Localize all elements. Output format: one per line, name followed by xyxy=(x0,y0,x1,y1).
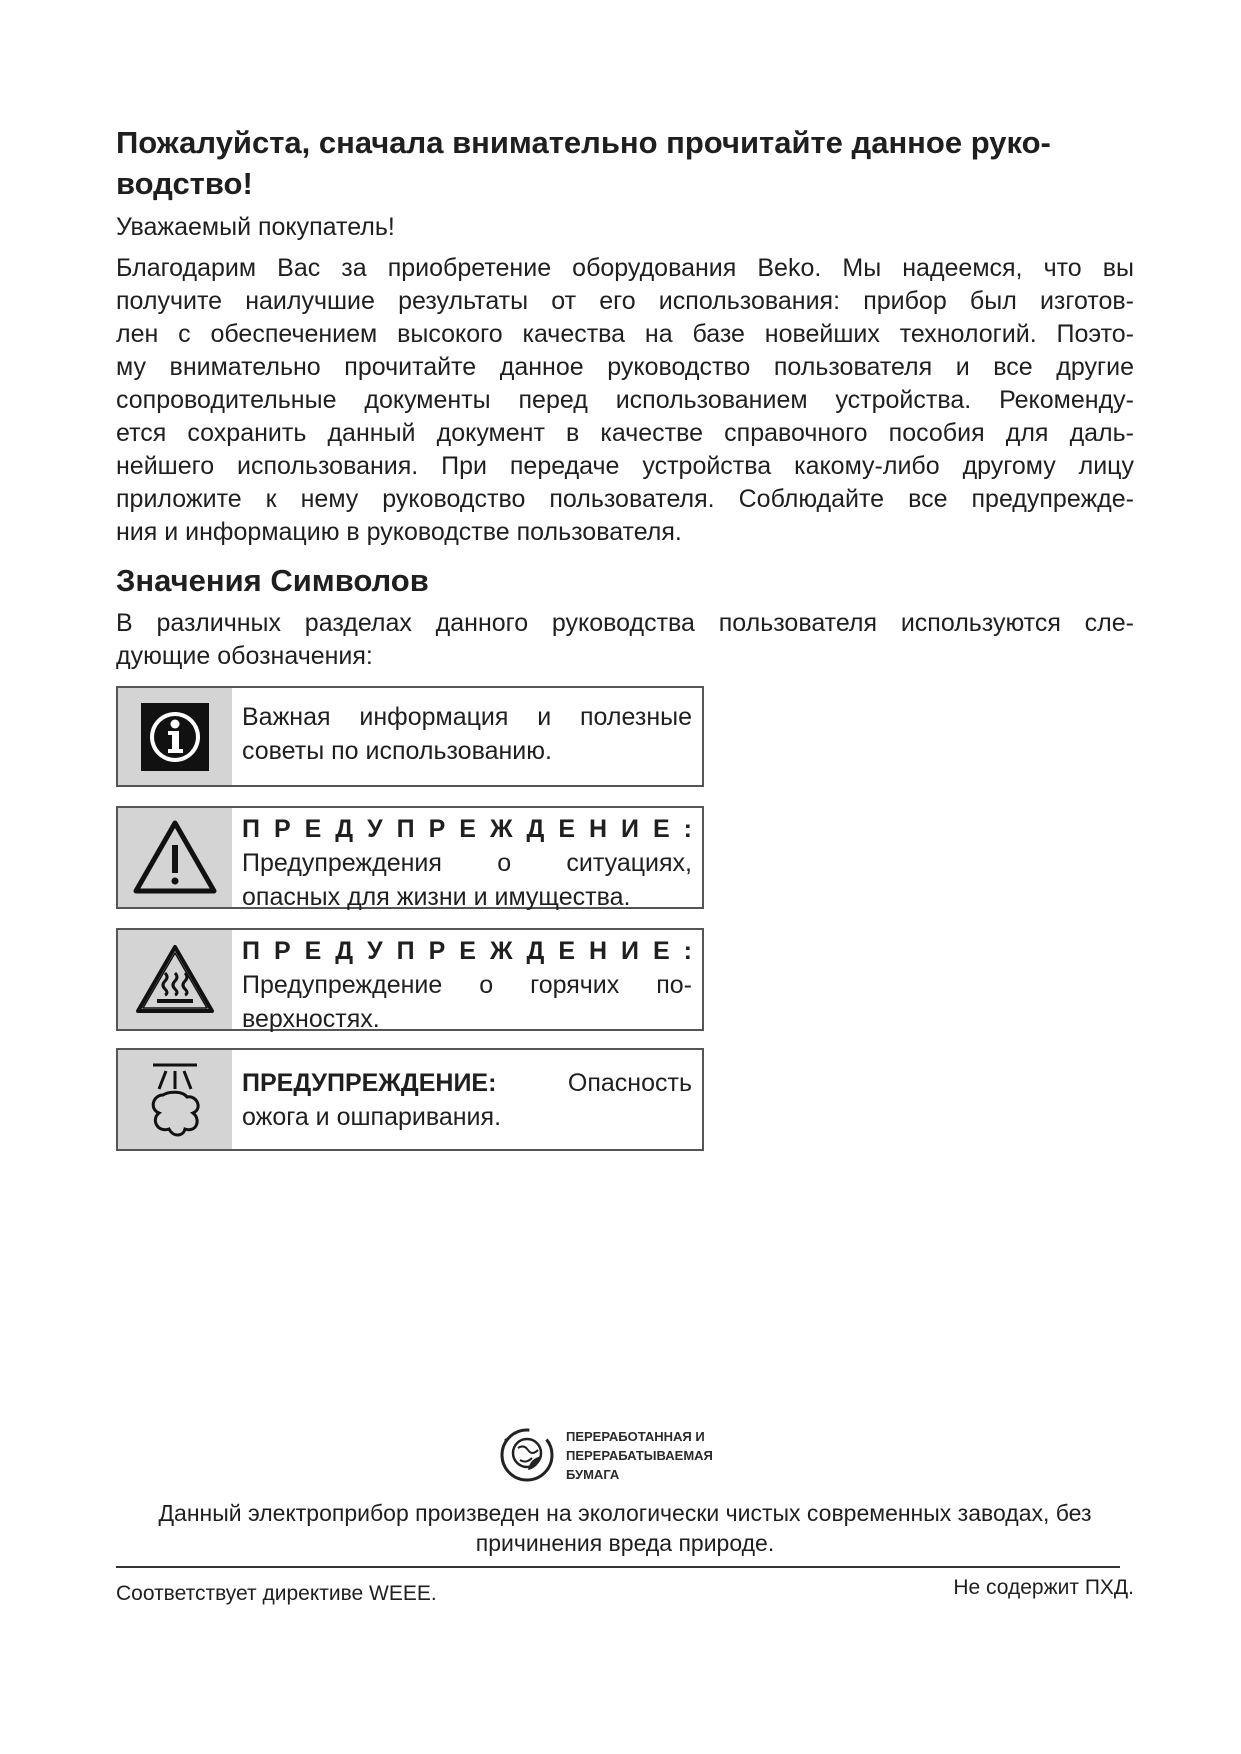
symbol-icon-panel xyxy=(118,808,232,907)
pvc-free-note: Не содержит ПХД. xyxy=(953,1576,1134,1599)
symbol-text-line: верхностях. xyxy=(242,1005,380,1033)
intro-line: ния и информацию в руководстве пользователя. xyxy=(116,518,682,546)
hot-surface-icon xyxy=(135,943,215,1017)
intro-line: приложите к нему руководство пользователя. Соблюдайте все предупрежде- xyxy=(116,485,1134,513)
intro-paragraph xyxy=(116,252,1134,549)
intro-line: Благодарим Вас за приобретение оборудования Beko. Мы надеемся, что вы xyxy=(116,254,1134,282)
symbol-text xyxy=(232,930,702,1033)
symbols-intro-line: В различных разделах данного руководства пользователя используются сле- xyxy=(116,609,1134,637)
symbols-intro xyxy=(116,607,1134,673)
eco-label-line: БУМАГА xyxy=(566,1466,620,1482)
intro-line: получите наилучшие результаты от его использования: прибор был изготов- xyxy=(116,287,1134,315)
warning-suffix: Опасность xyxy=(496,1069,692,1097)
symbol-box-steam xyxy=(116,1048,704,1151)
footer-divider xyxy=(116,1566,1120,1568)
symbols-intro-line: дующие обозначения: xyxy=(116,642,373,670)
symbol-text-line: советы по использованию. xyxy=(242,737,552,765)
eco-label-text xyxy=(566,1427,713,1484)
eco-note-line: Данный электроприбор произведен на экологически чистых современных заводах, без xyxy=(158,1500,1092,1526)
title-line: Пожалуйста, сначала внимательно прочитайте данное руко- xyxy=(116,125,1051,160)
intro-line: сопроводительные документы перед использованием устройства. Рекоменду- xyxy=(116,386,1134,414)
warning-heading: П Р Е Д У П Р Е Ж Д Е Н И Е : xyxy=(242,937,692,965)
symbol-text xyxy=(232,1050,702,1149)
warning-triangle-icon xyxy=(132,819,218,897)
symbol-box-warning xyxy=(116,806,704,909)
warning-heading: ПРЕДУПРЕЖДЕНИЕ: xyxy=(242,1069,497,1097)
eco-note-line: причинения вреда природе. xyxy=(475,1530,775,1556)
intro-line: ется сохранить данный документ в качестве справочного пособия для даль- xyxy=(116,419,1134,447)
steam-burn-icon xyxy=(139,1059,211,1141)
symbols-heading: Значения Символов xyxy=(116,563,429,598)
title-line: водство! xyxy=(116,166,253,201)
symbol-icon-panel xyxy=(118,1050,232,1149)
symbol-text-line: Важная информация и полезные xyxy=(242,703,692,731)
symbol-text-line: Предупреждения о ситуациях, xyxy=(242,849,692,877)
symbol-icon-panel xyxy=(118,688,232,785)
recycled-paper-icon xyxy=(498,1426,556,1484)
eco-label-line: ПЕРЕРАБОТАННАЯ И xyxy=(566,1428,705,1444)
eco-label-line: ПЕРЕРАБАТЫВАЕМАЯ xyxy=(566,1447,713,1463)
symbol-text-line: Предупреждение о горячих по- xyxy=(242,971,692,999)
symbol-box-info xyxy=(116,686,704,787)
symbol-text-line xyxy=(242,1066,692,1100)
info-icon xyxy=(139,701,211,773)
symbol-box-hot-surface xyxy=(116,928,704,1031)
eco-note xyxy=(116,1498,1134,1558)
symbol-text-line: опасных для жизни и имущества. xyxy=(242,883,631,911)
greeting: Уважаемый покупатель! xyxy=(116,213,395,241)
intro-line: нейшего использования. При передаче устройства какому-либо другому лицу xyxy=(116,452,1134,480)
symbol-text xyxy=(232,808,702,911)
intro-line: му внимательно прочитайте данное руководство пользователя и все другие xyxy=(116,353,1134,381)
symbol-icon-panel xyxy=(118,930,232,1029)
symbol-text-line: ожога и ошпаривания. xyxy=(242,1103,502,1131)
intro-line: лен с обеспечением высокого качества на базе новейших технологий. Поэто- xyxy=(116,320,1134,348)
warning-heading: П Р Е Д У П Р Е Ж Д Е Н И Е : xyxy=(242,815,692,843)
symbol-text xyxy=(232,688,702,785)
page-title xyxy=(116,122,1134,204)
weee-compliance: Соответствует директиве WEEE. xyxy=(116,1582,437,1605)
recycled-paper-label xyxy=(498,1426,713,1484)
